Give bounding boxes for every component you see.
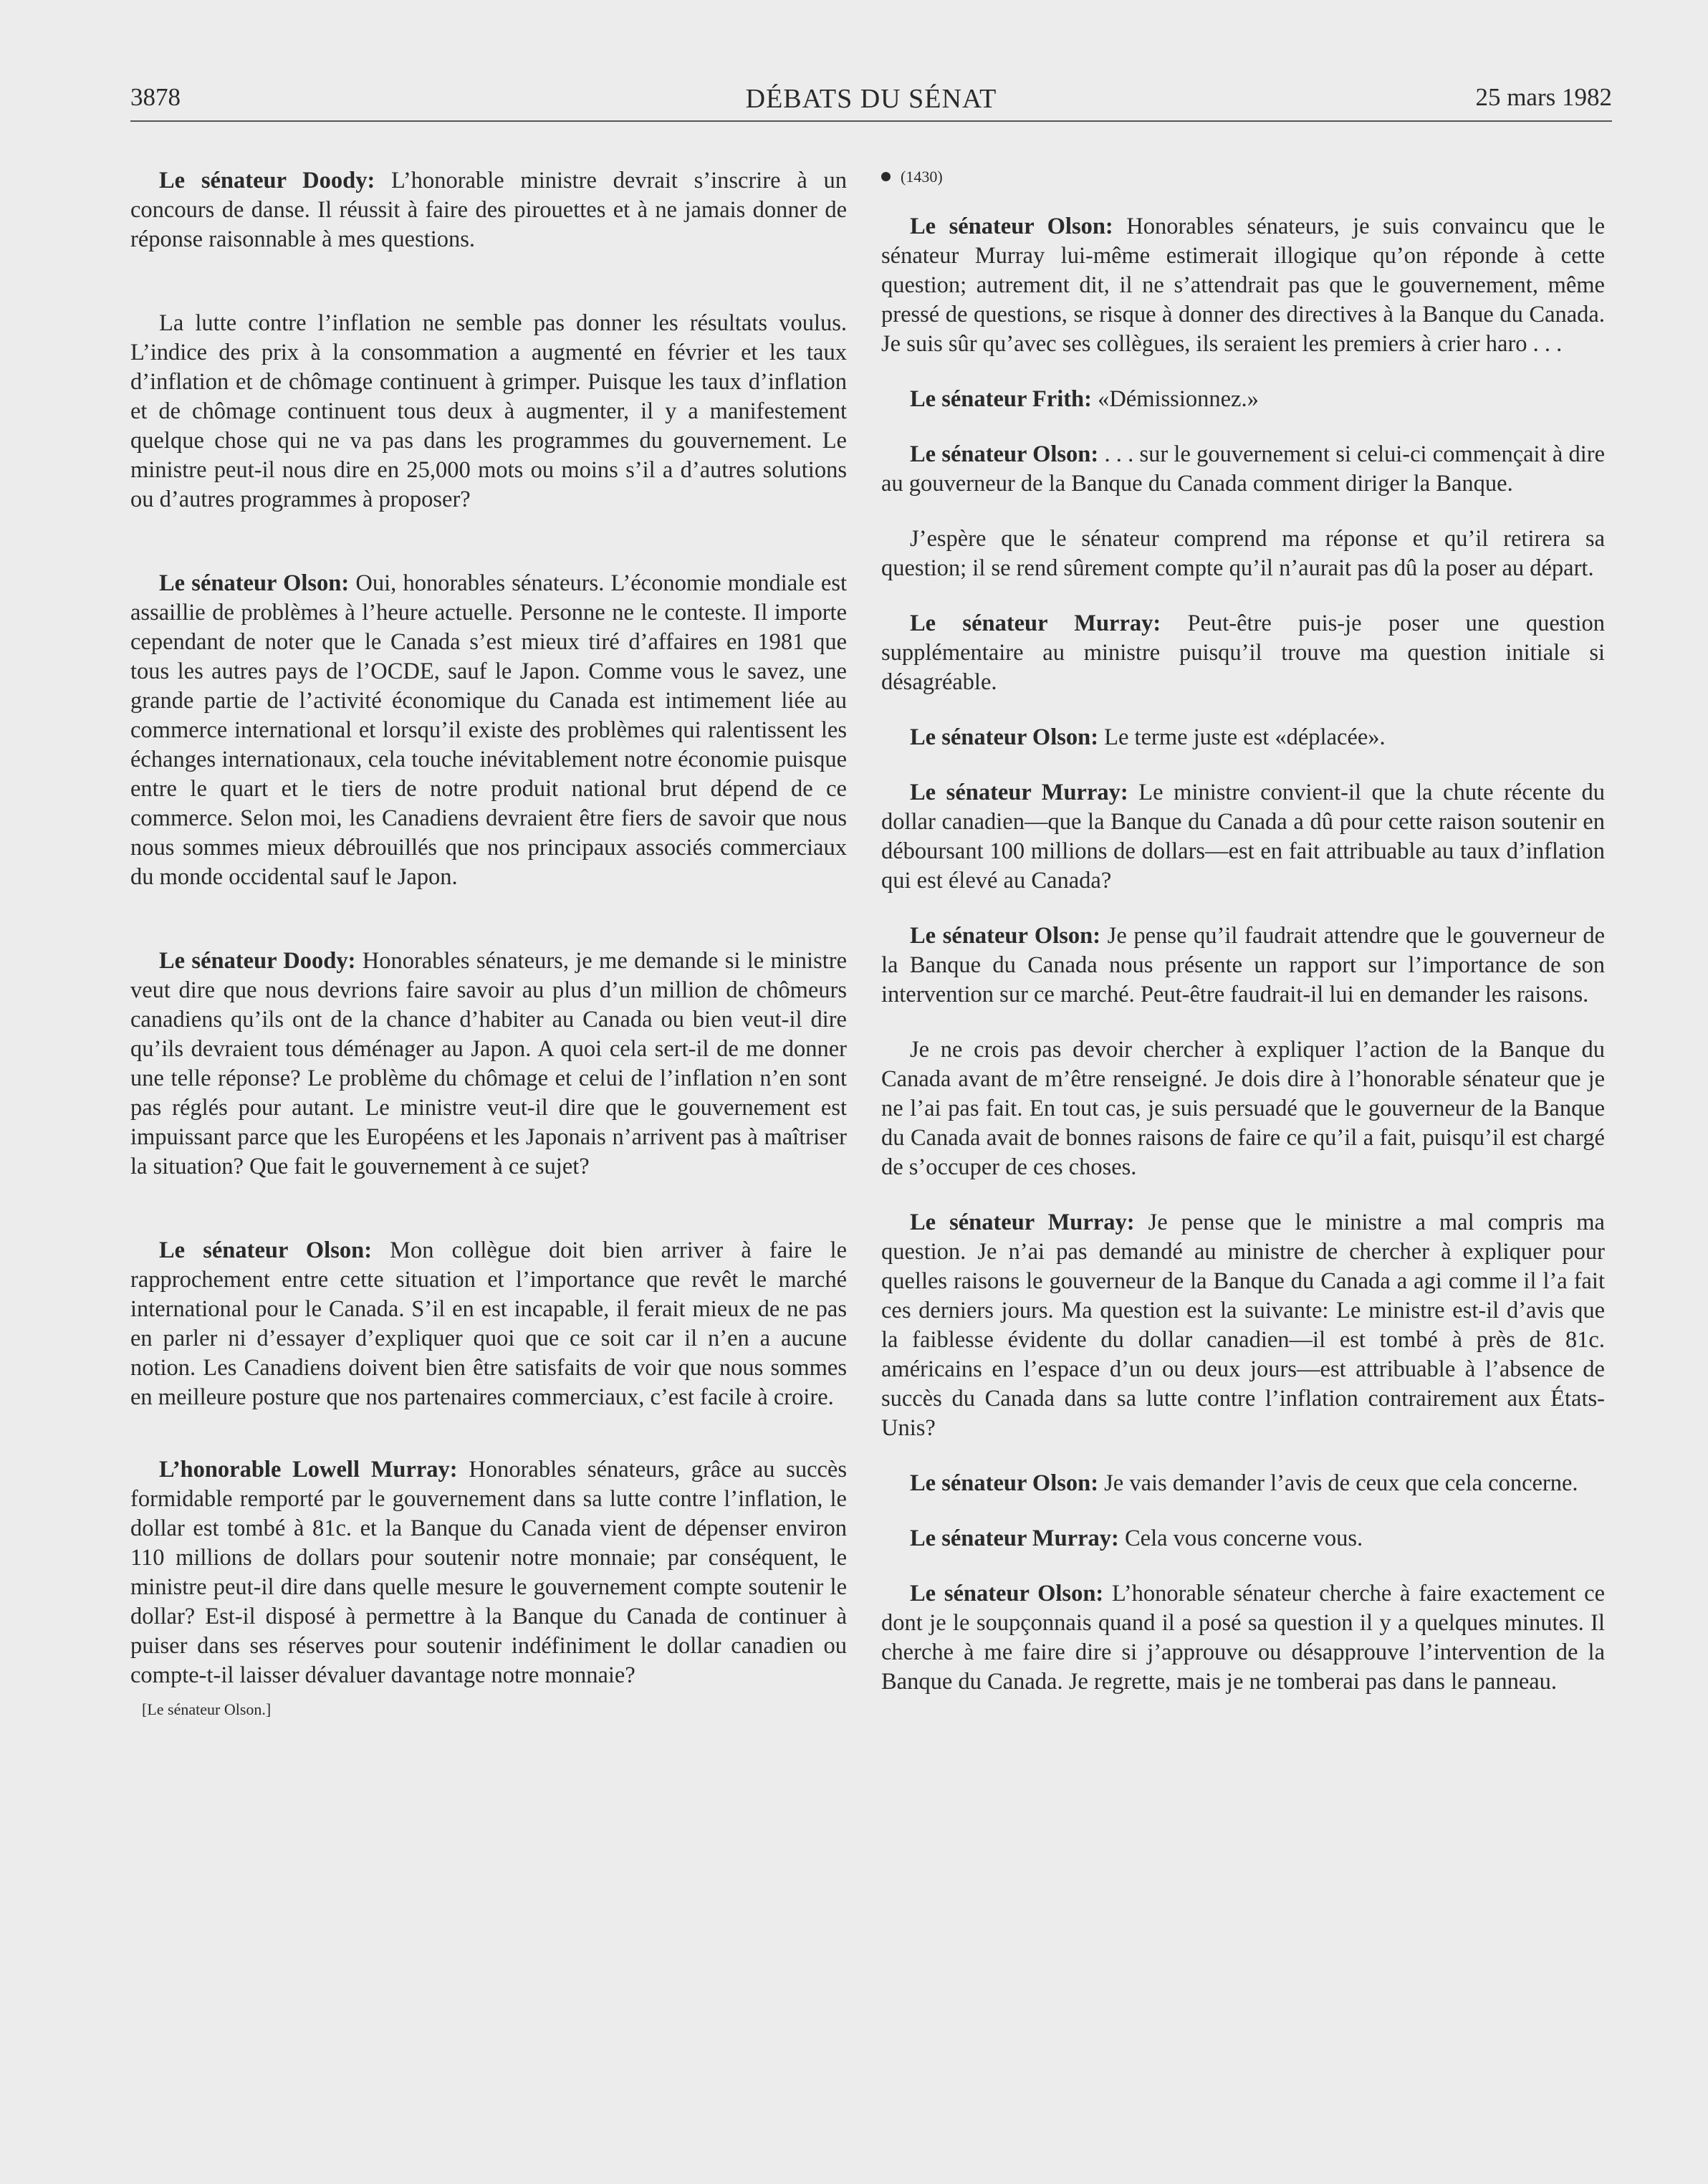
speaker-name: L’honorable Lowell Murray: bbox=[159, 1457, 458, 1483]
speaker-name: Le sénateur Olson: bbox=[910, 1470, 1099, 1496]
paragraph-text: Mon collègue doit bien arriver à faire le rapprochement entre cette situation et l’importance que revêt le marché international pour le Canada. S’il en est incapable, il ferait mieux de ne pas en parler ni d’essayer d’expliquer quoi que ce soit car il n’en a aucune notion. Les Canadiens doivent bien être satisfaits de voir que nous sommes en meilleure posture que nos partenaires commerciaux, c’est facile à croire. bbox=[130, 1237, 848, 1410]
paragraph-text: Je pense qu’il faudrait attendre que le gouverneur de la Banque du Canada nous présente un rapport sur l’importance de son intervention sur ce marché. Peut-être faudrait-il lui en demander les raisons. bbox=[881, 923, 1606, 1007]
paragraph bbox=[881, 1208, 1605, 1443]
paragraph bbox=[881, 1035, 1605, 1182]
paragraph-text: L’honorable sénateur cherche à faire exactement ce dont je le soupçonnais quand il a posé sa question il y a quelques minutes. Il cherche à me faire dire si j’approuve ou désapprouve l’intervention de la Banque du Canada. Je regrette, mais je ne tomberai pas dans le panneau. bbox=[881, 1581, 1605, 1695]
paragraph bbox=[130, 1236, 847, 1412]
journal-title: DÉBATS DU SÉNAT bbox=[745, 84, 997, 114]
paragraph-text: Je ne crois pas devoir chercher à expliquer l’action de la Banque du Canada avant de m’être renseigné. Je dois dire à l’honorable sénateur que je ne l’ai pas fait. En tout cas, je suis persuadé que le gouverneur de la Banque du Canada avait de bonnes raisons de faire ce qu’il a fait, puisqu’il est chargé de s’occuper de ces choses. bbox=[881, 1037, 1605, 1180]
speaker-name: Le sénateur Murray: bbox=[910, 1526, 1119, 1551]
right-column bbox=[881, 166, 1605, 1723]
paragraph bbox=[130, 166, 847, 254]
speaker-name: Le sénateur Frith: bbox=[910, 386, 1092, 412]
paragraph bbox=[881, 778, 1605, 896]
paragraph-text: Je pense que le ministre a mal compris ma question. Je n’ai pas demandé au ministre de chercher à expliquer pour quelles raisons le gouverneur de la Banque du Canada a agi comme il l’a fait ces derniers jours. Ma question est la suivante: Le ministre est-il d’avis que la faiblesse évidente du dollar canadien—il est tombé à près de 81c. américains en l’espace d’un ou deux jours—est attribuable à l’absence de succès du Canada dans sa lutte contre l’inflation contrairement aux États-Unis? bbox=[881, 1210, 1605, 1441]
paragraph bbox=[130, 569, 847, 892]
speaker-name: Le sénateur Olson: bbox=[159, 1237, 373, 1263]
speaker-name: Le sénateur Murray: bbox=[910, 610, 1161, 636]
speaker-name: Le sénateur Murray: bbox=[910, 780, 1128, 805]
paragraph bbox=[130, 947, 847, 1182]
paragraph-text: Le terme juste est «déplacée». bbox=[1098, 724, 1386, 750]
issue-date: 25 mars 1982 bbox=[1475, 83, 1612, 111]
left-column bbox=[130, 166, 847, 1719]
speaker-name: Le sénateur Olson: bbox=[910, 441, 1099, 467]
paragraph-text: J’espère que le sénateur comprend ma réponse et qu’il retirera sa question; il se rend sûrement compte qu’il n’aurait pas dû la poser au départ. bbox=[881, 526, 1605, 581]
paragraph-text: Honorables sénateurs, grâce au succès formidable remporté par le gouvernement dans sa lutte contre l’inflation, le dollar est tombé à 81c. et la Banque du Canada vient de dépenser environ 110 millions de dollars pour soutenir notre monnaie; par conséquent, le ministre peut-il dire dans quelle mesure le gouvernement compte soutenir le dollar? Est-il disposé à permettre à la Banque du Canada de continuer à puiser dans ses réserves pour soutenir indéfiniment le dollar canadien ou compte-t-il laisser dévaluer davantage notre monnaie? bbox=[130, 1457, 847, 1688]
speaker-name: Le sénateur Doody: bbox=[159, 948, 356, 974]
footnote: [Le sénateur Olson.] bbox=[142, 1700, 272, 1718]
speaker-name: Le sénateur Murray: bbox=[910, 1210, 1135, 1235]
paragraph bbox=[881, 723, 1605, 752]
paragraph bbox=[130, 309, 847, 514]
paragraph bbox=[881, 385, 1605, 414]
paragraph-text: Honorables sénateurs, je me demande si le ministre veut dire que nous devrions faire savoir au plus d’un million de chômeurs canadiens qu’ils ont de la chance d’habiter au Canada ou bien veut-il dire qu’ils devraient tous déménager au Japon. A quoi cela sert-il de me donner une telle réponse? Le problème du chômage et celui de l’inflation n’en sont pas réglés pour autant. Le ministre veut-il dire que le gouvernement est impuissant parce que les Européens et les Japonais n’arrivent pas à maîtriser la situation? Que fait le gouvernement à ce sujet? bbox=[130, 948, 848, 1179]
paragraph-text: Oui, honorables sénateurs. L’économie mondiale est assaillie de problèmes à l’heure actuelle. Personne ne le conteste. Il importe cependant de noter que le Canada s’est mieux tiré d’affaires en 1981 que tous les autres pays de l’OCDE, sauf le Japon. Comme vous le savez, une grande partie de l’activité économique du Canada est intimement liée au commerce international et lorsqu’il existe des problèmes qui ralentissent les échanges internationaux, cela touche inévitablement notre économie puisque entre le quart et le tiers de notre produit national brut dépend de ce commerce. Selon moi, les Canadiens devraient être fiers de savoir que nous nous sommes mieux débrouillés que nos principaux associés commerciaux du monde occidental sauf le Japon. bbox=[130, 570, 848, 890]
paragraph bbox=[881, 1579, 1605, 1697]
speaker-name: Le sénateur Olson: bbox=[910, 1581, 1104, 1606]
header-rule bbox=[130, 120, 1612, 122]
paragraph-text: L’honorable ministre devrait s’inscrire à un concours de danse. Il réussit à faire des pirouettes et à ne jamais donner de réponse raisonnable à mes questions. bbox=[130, 168, 847, 252]
paragraph-text: «Démissionnez.» bbox=[1091, 386, 1259, 412]
paragraph bbox=[881, 1469, 1605, 1498]
page-header bbox=[130, 80, 1612, 120]
paragraph-text: La lutte contre l’inflation ne semble pas donner les résultats voulus. L’indice des prix à la consommation a augmenté en février et les taux d’inflation et de chômage continuent à grimper. Puisque les taux d’inflation et de chômage continuent tous deux à augmenter, il y a manifestement quelque chose qui ne va pas dans les programmes du gouvernement. Le ministre peut-il nous dire en 25,000 mots ou moins s’il a d’autres solutions ou d’autres programmes à proposer? bbox=[130, 310, 847, 512]
paragraph bbox=[881, 1524, 1605, 1553]
speaker-name: Le sénateur Olson: bbox=[910, 214, 1113, 239]
paragraph bbox=[881, 609, 1605, 697]
timestamp bbox=[881, 166, 1605, 188]
speaker-name: Le sénateur Olson: bbox=[910, 923, 1101, 949]
paragraph-text: Honorables sénateurs, je suis convaincu que le sénateur Murray lui-même estimerait illogique qu’on réponde à cette question; autrement dit, il ne s’attendrait pas que le gouvernement, même pressé de questions, se risque à donner des directives à la Banque du Canada. Je suis sûr qu’avec ses collègues, ils seraient les premiers à crier haro . . . bbox=[881, 214, 1605, 357]
paragraph bbox=[881, 921, 1605, 1010]
timestamp-text: (1430) bbox=[901, 168, 943, 186]
page-number: 3878 bbox=[130, 83, 181, 111]
paragraph-text: . . . sur le gouvernement si celui-ci commençait à dire au gouverneur de la Banque du Canada comment diriger la Banque. bbox=[881, 441, 1606, 497]
paragraph-text: Le ministre convient-il que la chute récente du dollar canadien—que la Banque du Canada a dû pour cette raison soutenir en déboursant 100 millions de dollars—est en fait attribuable au taux d’inflation qui est élevé au Canada? bbox=[881, 780, 1605, 894]
paragraph-text: Je vais demander l’avis de ceux que cela concerne. bbox=[1098, 1470, 1578, 1496]
speaker-name: Le sénateur Olson: bbox=[910, 724, 1099, 750]
paragraph bbox=[130, 1455, 847, 1690]
paragraph bbox=[881, 440, 1605, 499]
paragraph-text: Peut-être puis-je poser une question supplémentaire au ministre puisqu’il trouve ma question initiale si désagréable. bbox=[881, 610, 1605, 695]
speaker-name: Le sénateur Doody: bbox=[159, 168, 375, 193]
paragraph bbox=[881, 212, 1605, 359]
bullet-icon bbox=[881, 172, 891, 181]
paragraph bbox=[881, 525, 1605, 583]
paragraph-text: Cela vous concerne vous. bbox=[1118, 1526, 1363, 1551]
speaker-name: Le sénateur Olson: bbox=[159, 570, 350, 596]
